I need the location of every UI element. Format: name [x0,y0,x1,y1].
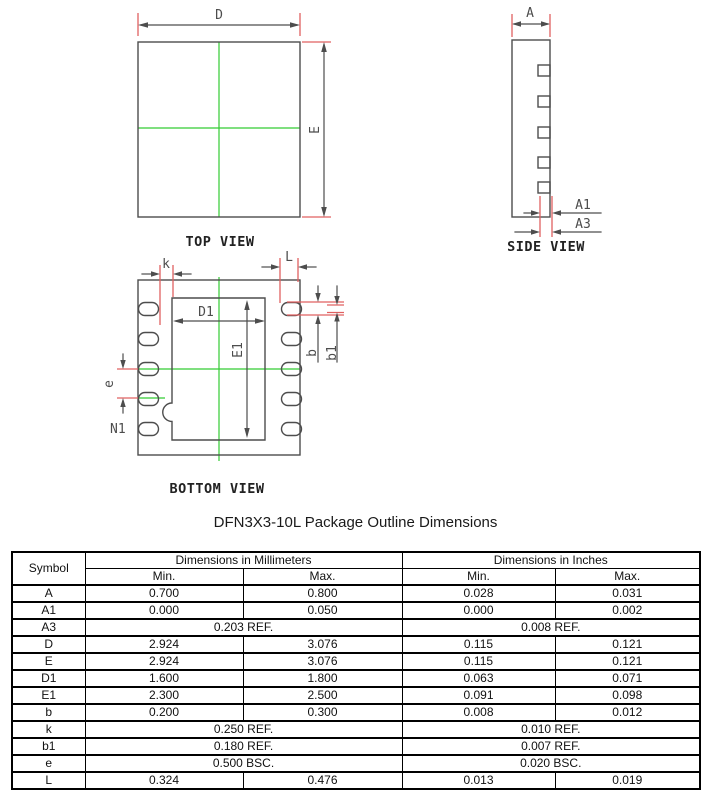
dim-label-e: E [308,126,323,134]
symbol-cell: k [12,721,85,738]
mm-max-cell: 3.076 [243,636,402,653]
mm-min-cell: 0.000 [85,602,243,619]
in-min-cell: 0.013 [402,772,555,789]
in-max-cell: 0.071 [555,670,700,687]
b-b1-dimensions [287,286,344,362]
inches-group-header: Dimensions in Inches [402,552,700,569]
side-view-caption: SIDE VIEW [507,239,585,255]
table-header-row-groups [12,552,700,569]
lead-bump [538,157,550,168]
pad [139,393,159,406]
pad [282,333,302,346]
in-min-cell: 0.115 [402,636,555,653]
in-max-cell: 0.031 [555,585,700,602]
mm-min-cell: 0.700 [85,585,243,602]
in-min-cell: 0.008 [402,704,555,721]
in-min-cell: 0.063 [402,670,555,687]
in-ref-cell: 0.020 BSC. [402,755,700,772]
in-ref-cell: 0.007 REF. [402,738,700,755]
mm-max-cell: 0.800 [243,585,402,602]
pad [282,423,302,436]
table-row [12,738,700,755]
in-max-cell: 0.121 [555,636,700,653]
mm-min-cell: 0.324 [85,772,243,789]
symbol-cell: b1 [12,738,85,755]
symbol-cell: A3 [12,619,85,636]
mm-ref-cell: 0.500 BSC. [85,755,402,772]
pad [139,303,159,316]
mm-min-cell: 2.924 [85,636,243,653]
mm-max-cell: 0.300 [243,704,402,721]
mm-min-cell: 2.924 [85,653,243,670]
table-row [12,670,700,687]
dim-label-e1: E1 [231,342,246,358]
mm-min-cell: 0.200 [85,704,243,721]
table-row [12,704,700,721]
in-min-cell: 0.028 [402,585,555,602]
table-header-row-minmax [12,569,700,586]
symbol-cell: E [12,653,85,670]
mm-max-cell: 2.500 [243,687,402,704]
pad [139,333,159,346]
mm-min-header: Min. [85,569,243,586]
lead-bump [538,182,550,193]
symbol-cell: e [12,755,85,772]
symbol-cell: D1 [12,670,85,687]
d-dimension [138,8,300,36]
mm-max-cell: 3.076 [243,653,402,670]
a-dimension [512,6,550,37]
in-ref-cell: 0.008 REF. [402,619,700,636]
pad [139,423,159,436]
in-max-header: Max. [555,569,700,586]
in-min-cell: 0.091 [402,687,555,704]
top-view-drawing [138,8,331,250]
dim-label-l: L [285,250,293,265]
in-max-cell: 0.002 [555,602,700,619]
in-max-cell: 0.019 [555,772,700,789]
table-row [12,653,700,670]
dim-label-a: A [526,6,534,21]
symbol-cell: L [12,772,85,789]
side-view-drawing [507,6,601,255]
symbol-cell: E1 [12,687,85,704]
mm-max-cell: 1.800 [243,670,402,687]
in-max-cell: 0.121 [555,653,700,670]
package-side-outline [512,40,550,217]
lead-bump [538,127,550,138]
mm-ref-cell: 0.203 REF. [85,619,402,636]
in-min-cell: 0.115 [402,653,555,670]
mm-max-header: Max. [243,569,402,586]
table-row [12,687,700,704]
mm-max-cell: 0.050 [243,602,402,619]
dim-label-b: b [305,349,320,357]
symbol-cell: b [12,704,85,721]
pin1-label: N1 [110,422,126,437]
top-view-caption: TOP VIEW [185,234,255,250]
symbol-cell: A1 [12,602,85,619]
dimensions-table [11,551,701,790]
side-lead-bumps [538,65,550,193]
mm-min-cell: 2.300 [85,687,243,704]
symbol-column-header: Symbol [12,552,85,585]
in-min-header: Min. [402,569,555,586]
dim-label-e-pitch: e [102,380,117,388]
millimeters-group-header: Dimensions in Millimeters [85,552,402,569]
table-row [12,755,700,772]
dim-label-b1: b1 [325,345,340,361]
dim-label-a3: A3 [575,217,591,232]
symbol-cell: A [12,585,85,602]
dim-label-d: D [215,8,223,23]
lead-bump [538,65,550,76]
dim-label-a1: A1 [575,198,591,213]
table-row [12,721,700,738]
mm-max-cell: 0.476 [243,772,402,789]
table-row [12,602,700,619]
bottom-view-drawing [102,250,344,497]
bottom-view-caption: BOTTOM VIEW [169,481,265,497]
e-pitch-dimension [102,354,138,413]
table-row [12,585,700,602]
mm-ref-cell: 0.180 REF. [85,738,402,755]
in-ref-cell: 0.010 REF. [402,721,700,738]
table-row [12,619,700,636]
table-row [12,772,700,789]
mm-ref-cell: 0.250 REF. [85,721,402,738]
mm-min-cell: 1.600 [85,670,243,687]
lead-bump [538,96,550,107]
in-max-cell: 0.098 [555,687,700,704]
in-max-cell: 0.012 [555,704,700,721]
pad [282,303,302,316]
page-title: DFN3X3-10L Package Outline Dimensions [213,514,498,531]
dim-label-d1: D1 [198,305,214,320]
l-dimension [262,250,316,303]
symbol-cell: D [12,636,85,653]
table-row [12,636,700,653]
pad [282,393,302,406]
dim-label-k: k [162,257,170,272]
in-min-cell: 0.000 [402,602,555,619]
e-dimension [302,42,331,217]
